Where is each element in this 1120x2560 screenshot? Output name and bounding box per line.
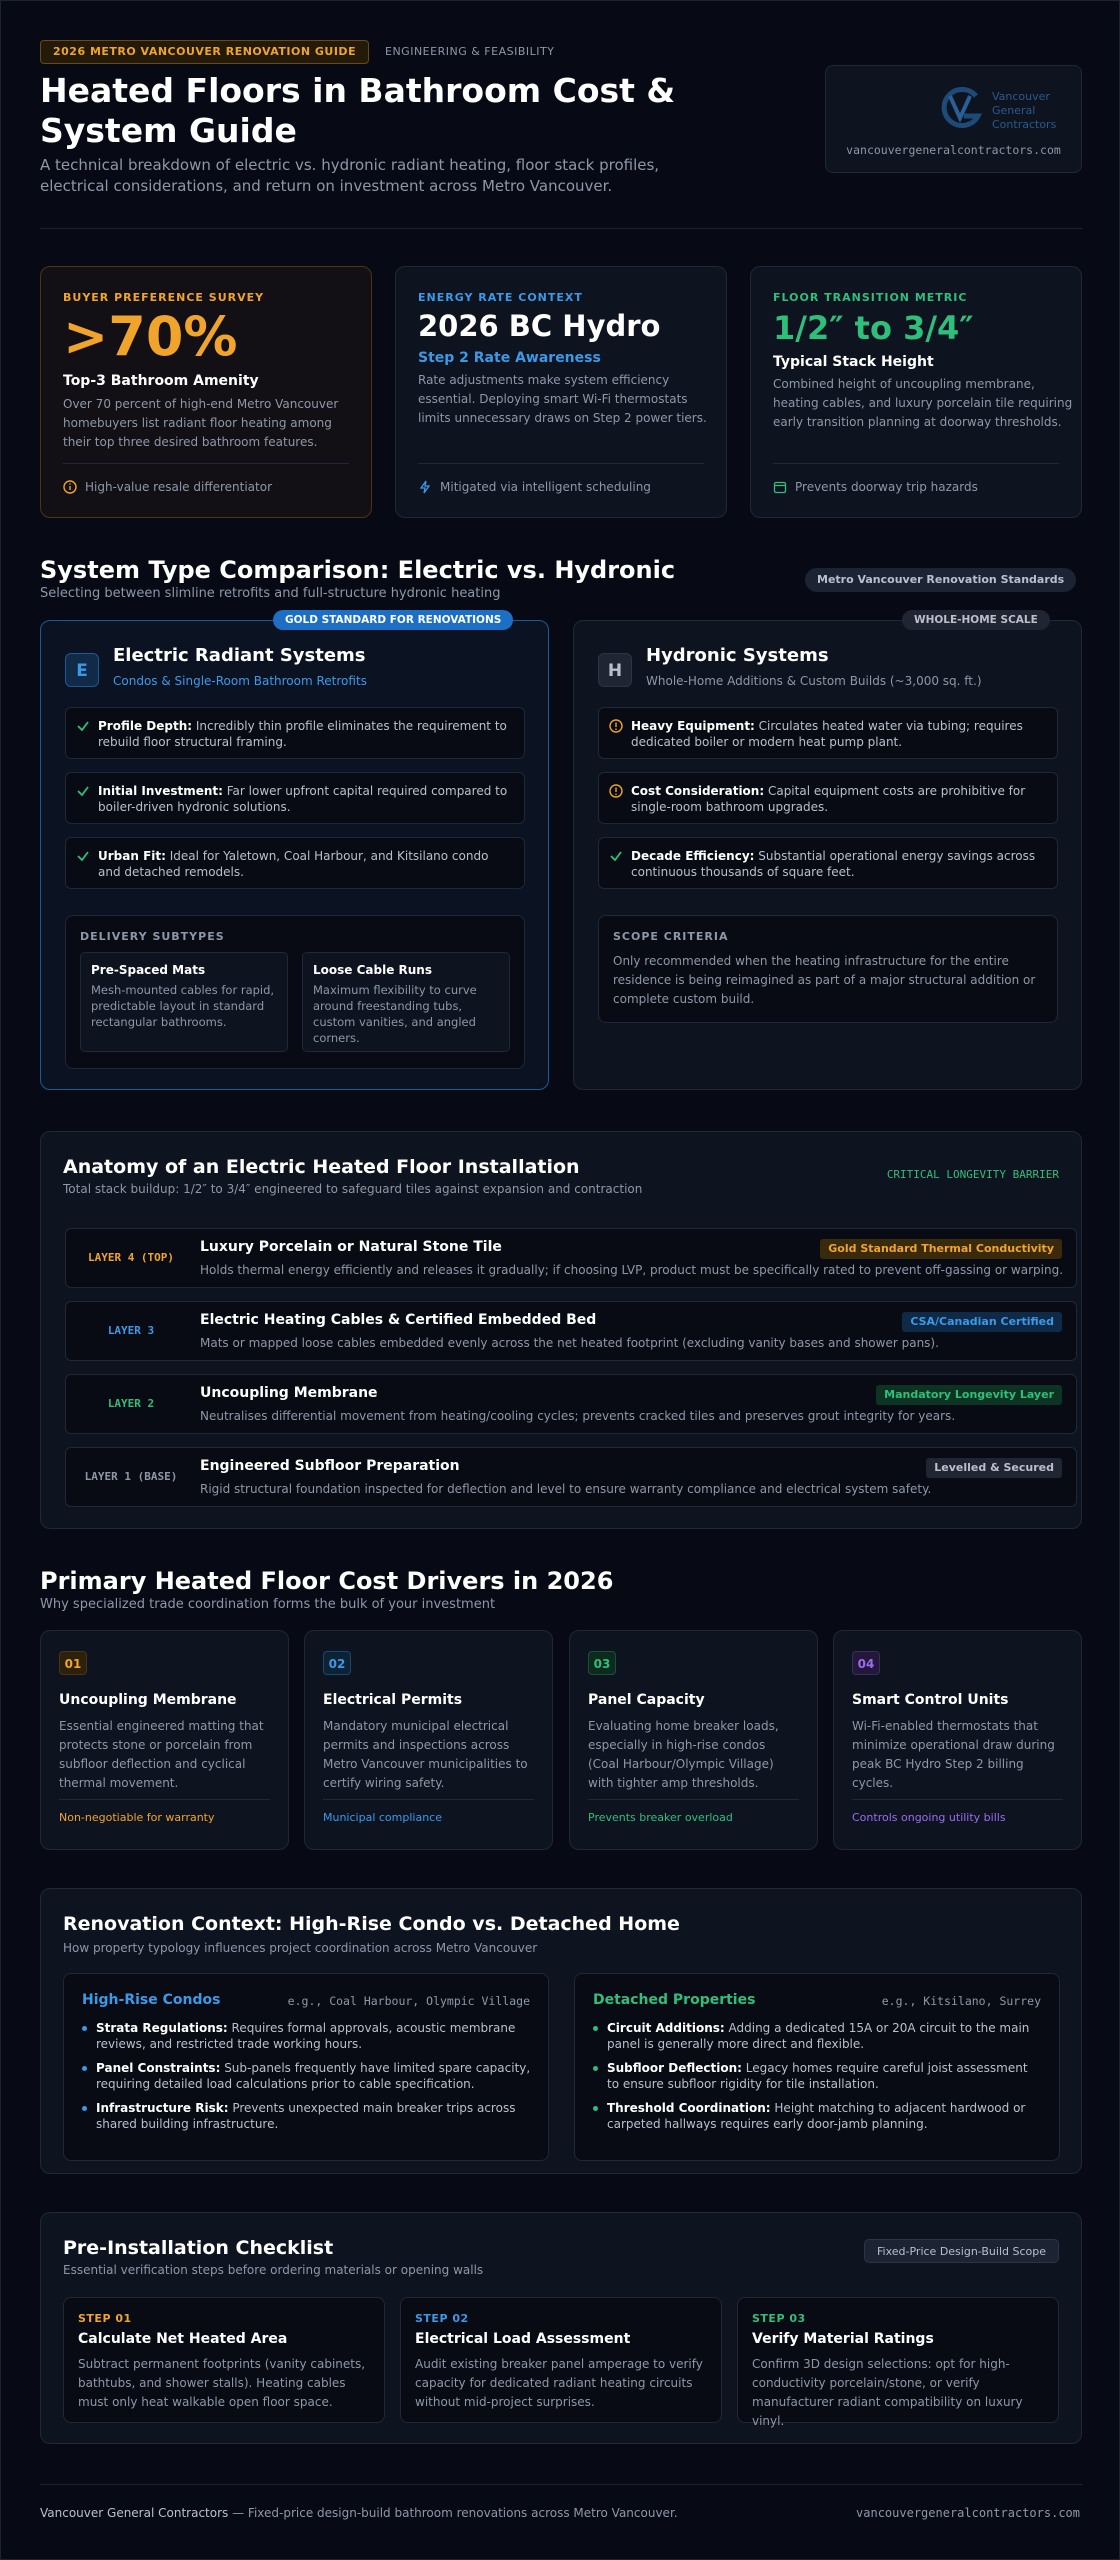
logo-card[interactable]: [825, 65, 1082, 173]
hydronic-title: Hydronic Systems: [646, 645, 829, 666]
hydronic-feature: Decade Efficiency: Substantial operational energy savings across continuous thousands of square feet.: [598, 837, 1058, 889]
electric-icon: E: [65, 653, 99, 687]
electric-feature: Initial Investment: Far lower upfront capital required compared to boiler-driven hydronic solutions.: [65, 772, 525, 824]
scope-text: Only recommended when the heating infrastructure for the entire residence is being reimagined as part of a major structural addition or complete custom build.: [613, 954, 1036, 1006]
checklist-step: STEP 03 Verify Material Ratings Confirm 3D design selections: opt for high-conductivity porcelain/stone, or verify manufacturer radiant compatibility on luxury vinyl.: [737, 2297, 1059, 2423]
stat-foot: High-value resale differentiator: [63, 480, 272, 494]
company-logo-icon: [938, 86, 988, 132]
footer-url[interactable]: vancouvergeneralcontractors.com: [856, 2506, 1080, 2520]
check-icon: [76, 784, 90, 798]
condo-box: High-Rise Condos e.g., Coal Harbour, Olympic Village Strata Regulations: Requires formal approvals, acoustic membrane reviews, and restricted trade working hours. Panel Constraints: Sub-panels frequently have limited spare capacity, requiring detailed load calculations prior to cable specification. Infrastructure Risk: Prevents unexpected main breaker trips across shared building infrastructure.: [63, 1973, 549, 2161]
stat-subtitle: Top-3 Bathroom Amenity: [63, 373, 259, 389]
stat-card-energy: [395, 266, 727, 518]
category-label: ENGINEERING & FEASIBILITY: [385, 45, 555, 58]
comparison-title: System Type Comparison: Electric vs. Hydronic: [40, 556, 676, 584]
checklist-step: STEP 01 Calculate Net Heated Area Subtract permanent footprints (vanity cabinets, bathtubs, and shower stalls). Heating cables must only heat walkable open floor space.: [63, 2297, 385, 2423]
check-icon: [76, 719, 90, 733]
anatomy-tag: CRITICAL LONGEVITY BARRIER: [886, 1168, 1059, 1181]
hydronic-subtitle: Whole-Home Additions & Custom Builds (~3,000 sq. ft.): [646, 674, 982, 688]
anatomy-section: [40, 1131, 1082, 1529]
check-icon: [76, 849, 90, 863]
scope-badge: Fixed-Price Design-Build Scope: [864, 2239, 1059, 2263]
layer-badge: Mandatory Longevity Layer: [876, 1385, 1062, 1405]
delivery-subtypes: [65, 915, 525, 1069]
hydronic-icon: H: [598, 653, 632, 687]
subtypes-label: DELIVERY SUBTYPES: [80, 930, 225, 943]
subtype-card: Pre-Spaced Mats Mesh-mounted cables for rapid, predictable layout in standard rectangular bathrooms.: [80, 952, 288, 1052]
footer-brand: Vancouver General Contractors: [40, 2506, 229, 2520]
guide-tag: 2026 METRO VANCOUVER RENOVATION GUIDE: [40, 40, 369, 64]
condo-bullet: Panel Constraints: Sub-panels frequently have limited spare capacity, requiring detailed load calculations prior to cable specification.: [82, 2060, 532, 2092]
costs-title: Primary Heated Floor Cost Drivers in 2026: [40, 1567, 614, 1595]
electric-title: Electric Radiant Systems: [113, 645, 366, 666]
anatomy-title: Anatomy of an Electric Heated Floor Installation: [63, 1156, 580, 1178]
costs-subtitle: Why specialized trade coordination forms the bulk of your investment: [40, 1597, 496, 1612]
footer-text: Vancouver General Contractors — Fixed-price design-build bathroom renovations across Metro Vancouver.: [40, 2506, 678, 2520]
hydronic-system-card: [573, 614, 1082, 1090]
logo-line-3: Contractors: [992, 118, 1057, 131]
stat-label: BUYER PREFERENCE SURVEY: [63, 291, 265, 304]
footer-divider: [40, 2484, 1082, 2485]
stat-desc: Over 70 percent of high-end Metro Vancouver homebuyers list radiant floor heating among their top three desired bathroom features.: [63, 397, 339, 449]
page-lead: A technical breakdown of electric vs. hydronic radiant heating, floor stack profiles, electrical considerations, and return on investment across Metro Vancouver.: [40, 156, 660, 195]
layer-row: LAYER 3 Electric Heating Cables & Certified Embedded Bed Mats or mapped loose cables embedded evenly across the net heated footprint (excluding vanity bases and shower pans). CSA/Canadian Certified: [65, 1301, 1077, 1361]
scope-label: SCOPE CRITERIA: [613, 930, 729, 943]
comparison-subtitle: Selecting between slimline retrofits and full-structure hydronic heating: [40, 586, 501, 601]
stat-foot: Mitigated via intelligent scheduling: [418, 480, 651, 494]
stat-card-survey: [40, 266, 372, 518]
anatomy-subtitle: Total stack buildup: 1/2″ to 3/4″ engineered to safeguard tiles against expansion and contraction: [63, 1182, 643, 1196]
cost-card: 04 Smart Control Units Wi-Fi-enabled thermostats that minimize operational draw during peak BC Hydro Step 2 billing cycles. Controls ongoing utility bills: [833, 1630, 1082, 1850]
calendar-icon: [773, 480, 787, 494]
detached-bullet: Subfloor Deflection: Legacy homes require careful joist assessment to ensure subfloor rigidity for tile installation.: [593, 2060, 1043, 2092]
layer-row: LAYER 4 (TOP) Luxury Porcelain or Natural Stone Tile Holds thermal energy efficiently and releases it gradually; if choosing LVP, product must be specifically rated to prevent off-gassing or warping. Gold Standard Thermal Conductivity: [65, 1228, 1077, 1288]
stat-subtitle: Step 2 Rate Awareness: [418, 350, 601, 366]
detached-bullet: Circuit Additions: Adding a dedicated 15A or 20A circuit to the main panel is generally more direct and flexible.: [593, 2020, 1043, 2052]
warning-icon: [609, 784, 623, 798]
info-icon: [63, 480, 77, 494]
cost-card: 01 Uncoupling Membrane Essential engineered matting that protects stone or porcelain from subfloor deflection and cyclical thermal movement. Non-negotiable for warranty: [40, 1630, 289, 1850]
stat-label: ENERGY RATE CONTEXT: [418, 291, 583, 304]
hydronic-feature: Cost Consideration: Capital equipment costs are prohibitive for single-room bathroom upgrades.: [598, 772, 1058, 824]
hydronic-feature: Heavy Equipment: Circulates heated water via tubing; requires dedicated boiler or modern heat pump plant.: [598, 707, 1058, 759]
layer-row: LAYER 2 Uncoupling Membrane Neutralises differential movement from heating/cooling cycles; prevents cracked tiles and preserves grout integrity for years. Mandatory Longevity Layer: [65, 1374, 1077, 1434]
logo-url[interactable]: vancouvergeneralcontractors.com: [846, 143, 1061, 157]
gold-standard-ribbon: GOLD STANDARD FOR RENOVATIONS: [273, 610, 513, 630]
checklist-step: STEP 02 Electrical Load Assessment Audit existing breaker panel amperage to verify capacity for dedicated radiant heating circuits without mid-project surprises.: [400, 2297, 722, 2423]
checklist-title: Pre-Installation Checklist: [63, 2237, 334, 2259]
stat-value: >70%: [63, 305, 238, 368]
stat-subtitle: Typical Stack Height: [773, 354, 934, 370]
context-title: Renovation Context: High-Rise Condo vs. Detached Home: [63, 1913, 680, 1935]
context-subtitle: How property typology influences project coordination across Metro Vancouver: [63, 1941, 538, 1955]
header-divider: [40, 228, 1082, 229]
stat-label: FLOOR TRANSITION METRIC: [773, 291, 968, 304]
stat-foot: Prevents doorway trip hazards: [773, 480, 978, 494]
scope-criteria: [598, 915, 1058, 1023]
cost-card: 03 Panel Capacity Evaluating home breaker loads, especially in high-rise condos (Coal Harbour/Olympic Village) with tighter amp thresholds. Prevents breaker overload: [569, 1630, 818, 1850]
whole-home-ribbon: WHOLE-HOME SCALE: [902, 610, 1050, 630]
warning-icon: [609, 719, 623, 733]
checklist-section: [40, 2212, 1082, 2444]
cost-card: 02 Electrical Permits Mandatory municipal electrical permits and inspections across Metro Vancouver municipalities to certify wiring safety. Municipal compliance: [304, 1630, 553, 1850]
condo-bullet: Strata Regulations: Requires formal approvals, acoustic membrane reviews, and restricted trade working hours.: [82, 2020, 532, 2052]
layer-badge: Gold Standard Thermal Conductivity: [820, 1239, 1062, 1259]
page-title: Heated Floors in Bathroom Cost & System Guide: [40, 71, 676, 150]
condo-bullet: Infrastructure Risk: Prevents unexpected main breaker trips across shared building infrastructure.: [82, 2100, 532, 2132]
subtype-card: Loose Cable Runs Maximum flexibility to curve around freestanding tubs, custom vanities, and angled corners.: [302, 952, 510, 1052]
electric-feature: Urban Fit: Ideal for Yaletown, Coal Harbour, and Kitsilano condo and detached remodels.: [65, 837, 525, 889]
electric-system-card: [40, 614, 549, 1090]
layer-badge: Levelled & Secured: [926, 1458, 1062, 1478]
logo-line-1: Vancouver: [992, 90, 1050, 103]
layer-badge: CSA/Canadian Certified: [902, 1312, 1062, 1332]
logo-line-2: General: [992, 104, 1036, 117]
electric-feature: Profile Depth: Incredibly thin profile eliminates the requirement to rebuild floor structural framing.: [65, 707, 525, 759]
standards-badge: Metro Vancouver Renovation Standards: [805, 568, 1076, 592]
checklist-subtitle: Essential verification steps before ordering materials or opening walls: [63, 2263, 484, 2277]
stat-value: 2026 BC Hydro: [418, 309, 661, 343]
context-section: [40, 1888, 1082, 2174]
bolt-icon: [418, 480, 432, 494]
electric-subtitle: Condos & Single-Room Bathroom Retrofits: [113, 674, 367, 688]
stat-value: 1/2″ to 3/4″: [773, 309, 974, 347]
stat-card-transition: [750, 266, 1082, 518]
detached-box: Detached Properties e.g., Kitsilano, Surrey Circuit Additions: Adding a dedicated 15A or 20A circuit to the main panel is generally more direct and flexible. Subfloor Deflection: Legacy homes require careful joist assessment to ensure subfloor rigidity for tile installation. Threshold Coordination: Height matching to adjacent hardwood or carpeted hallways requires early door-jamb planning.: [574, 1973, 1060, 2161]
layer-row: LAYER 1 (BASE) Engineered Subfloor Preparation Rigid structural foundation inspected for deflection and level to ensure warranty compliance and electrical system safety. Levelled & Secured: [65, 1447, 1077, 1507]
stat-desc: Combined height of uncoupling membrane, heating cables, and luxury porcelain tile requiring early transition planning at doorway thresholds.: [773, 377, 1073, 429]
stat-desc: Rate adjustments make system efficiency essential. Deploying smart Wi-Fi thermostats limits unnecessary draws on Step 2 power tiers.: [418, 373, 707, 425]
check-icon: [609, 849, 623, 863]
detached-bullet: Threshold Coordination: Height matching to adjacent hardwood or carpeted hallways requires early door-jamb planning.: [593, 2100, 1043, 2132]
